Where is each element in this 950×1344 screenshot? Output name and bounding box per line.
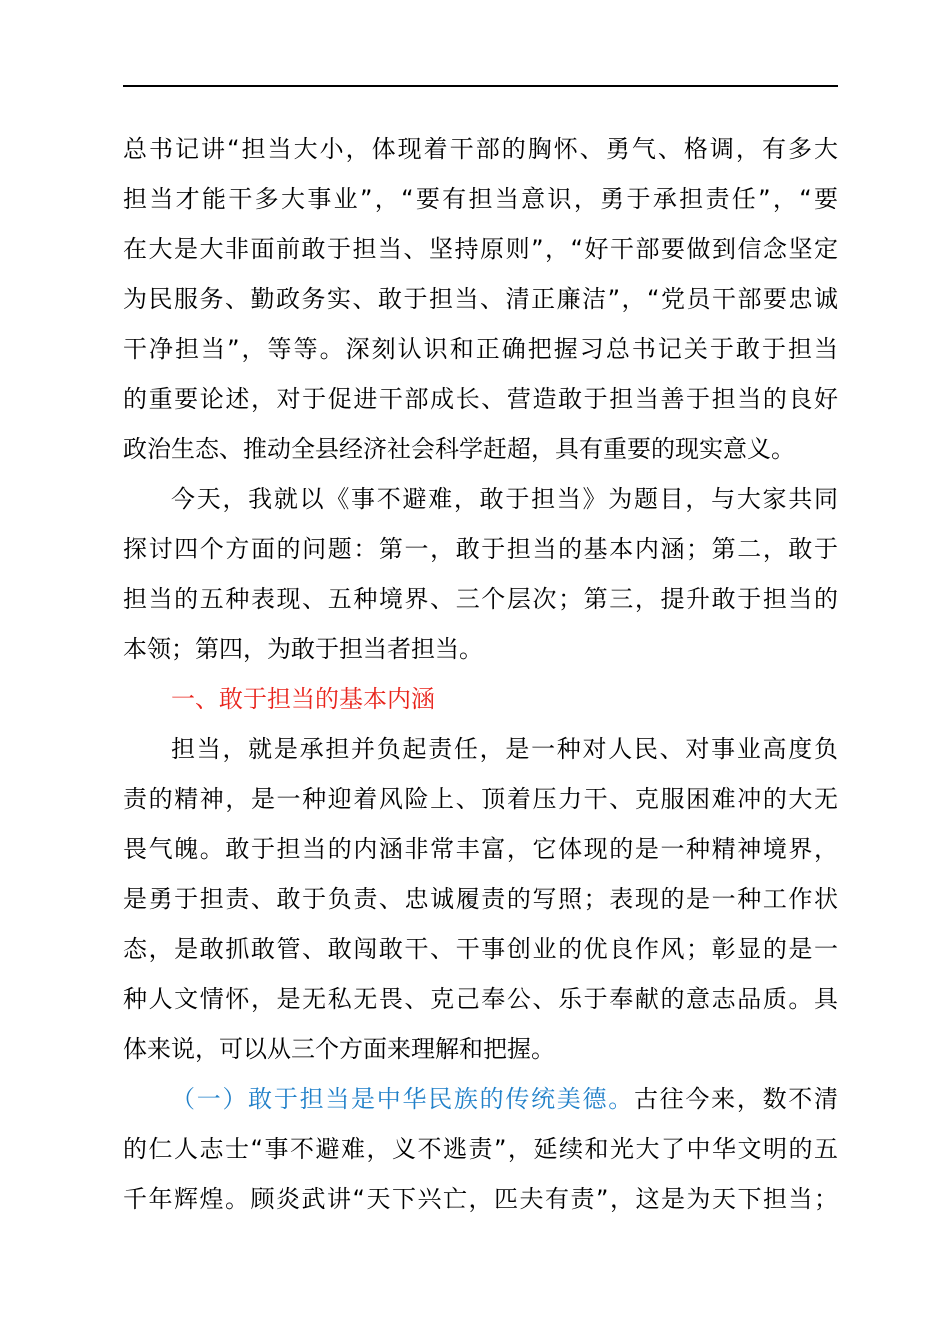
text-line — [123, 1074, 838, 1124]
text-line: 探讨四个方面的问题：第一，敢于担当的基本内涵；第二，敢于 — [123, 535, 838, 563]
text-line: 千年辉煌。顾炎武讲“天下兴亡，匹夫有责”，这是为天下担当； — [123, 1185, 838, 1213]
text-line: 种人文情怀，是无私无畏、克己奉公、乐于奉献的意志品质。具 — [123, 985, 838, 1013]
text-line: 担当才能干多大事业”，“要有担当意识，勇于承担责任”，“要 — [123, 185, 838, 213]
text-line: 在大是大非面前敢于担当、坚持原则”，“好干部要做到信念坚定 — [123, 235, 838, 263]
text-line: 的重要论述，对于促进干部成长、营造敢于担当善于担当的良好 — [123, 385, 838, 413]
text-line: 体来说，可以从三个方面来理解和把握。 — [123, 1035, 555, 1063]
text-line: 政治生态、推动全县经济社会科学赶超，具有重要的现实意义。 — [123, 435, 795, 463]
text-line: 今天，我就以《事不避难，敢于担当》为题目，与大家共同 — [171, 485, 838, 513]
text-line: 干净担当”，等等。深刻认识和正确把握习总书记关于敢于担当 — [123, 335, 838, 363]
text-line: 担当的五种表现、五种境界、三个层次；第三，提升敢于担当的 — [123, 585, 838, 613]
text-line: 担当，就是承担并负起责任，是一种对人民、对事业高度负 — [171, 735, 838, 763]
section-heading: 一、敢于担当的基本内涵 — [171, 685, 435, 713]
header-rule — [123, 85, 838, 87]
text-line: 总书记讲“担当大小，体现着干部的胸怀、勇气、格调，有多大 — [123, 135, 838, 163]
text-line: 畏气魄。敢于担当的内涵非常丰富，它体现的是一种精神境界， — [123, 835, 838, 863]
text-line: 态，是敢抓敢管、敢闯敢干、干事创业的优良作风；彰显的是一 — [123, 935, 838, 963]
text-line: 责的精神，是一种迎着风险上、顶着压力干、克服困难冲的大无 — [123, 785, 838, 813]
text-line: 本领；第四，为敢于担当者担当。 — [123, 635, 483, 663]
text-span: 古往今来，数不清 — [633, 1085, 838, 1113]
text-line: 的仁人志士“事不避难，义不逃责”，延续和光大了中华文明的五 — [123, 1135, 838, 1163]
text-line: 是勇于担责、敢于负责、忠诚履责的写照；表现的是一种工作状 — [123, 885, 838, 913]
subheading: （一）敢于担当是中华民族的传统美德。 — [171, 1085, 634, 1113]
document-body — [123, 124, 838, 1224]
text-line: 为民服务、勤政务实、敢于担当、清正廉洁”，“党员干部要忠诚 — [123, 285, 838, 313]
